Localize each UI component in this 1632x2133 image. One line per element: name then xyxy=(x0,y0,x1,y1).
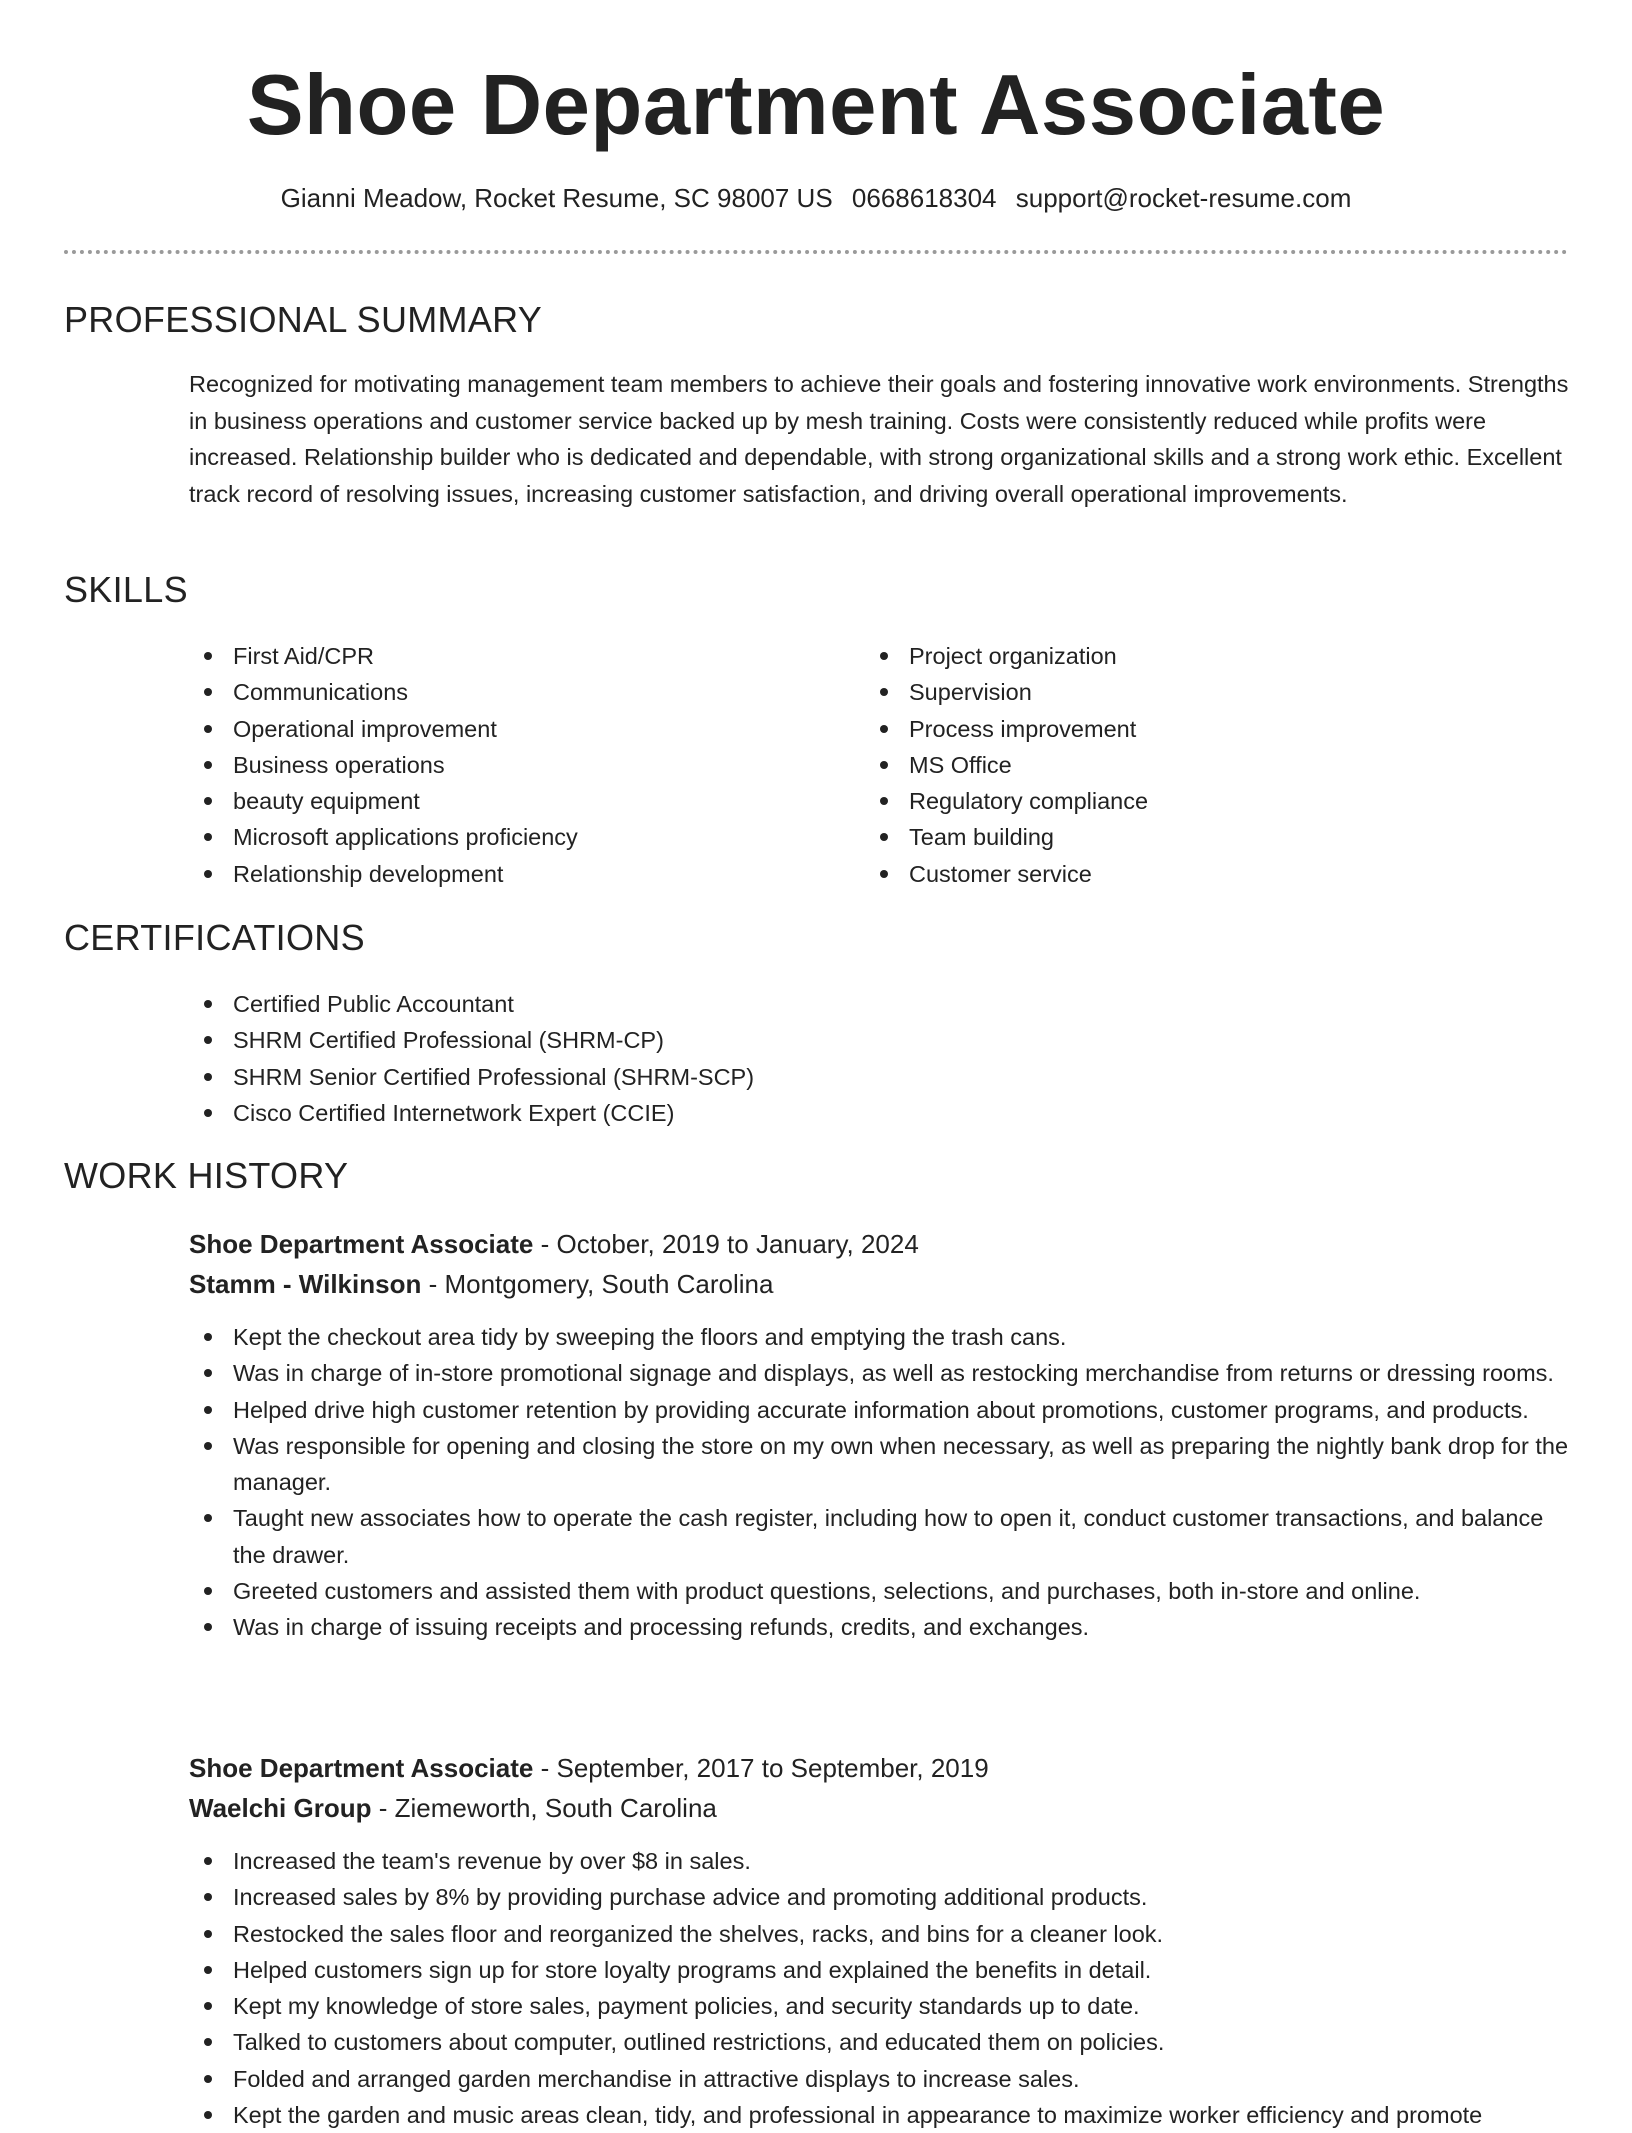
page-title: Shoe Department Associate xyxy=(246,58,1386,153)
skill-item: Operational improvement xyxy=(189,711,578,747)
certifications-list xyxy=(189,986,754,1131)
skill-item: Regulatory compliance xyxy=(865,783,1148,819)
contact-phone: 0668618304 xyxy=(851,183,997,213)
job-title-line xyxy=(189,1748,989,1788)
certification-item: Certified Public Accountant xyxy=(189,986,754,1022)
certification-item: Cisco Certified Internetwork Expert (CCIE) xyxy=(189,1095,754,1131)
job-location: - Ziemeworth, South Carolina xyxy=(371,1793,717,1823)
skill-item: MS Office xyxy=(865,747,1148,783)
job-company: Waelchi Group xyxy=(189,1793,372,1823)
job-bullet: Folded and arranged garden merchandise in attractive displays to increase sales. xyxy=(189,2061,1579,2097)
skill-item: Project organization xyxy=(865,638,1148,674)
job-bullet: Was in charge of issuing receipts and processing refunds, credits, and exchanges. xyxy=(189,1609,1579,1645)
skill-item: beauty equipment xyxy=(189,783,578,819)
job-dates: - October, 2019 to January, 2024 xyxy=(533,1229,919,1259)
skills-heading: SKILLS xyxy=(64,569,188,610)
job-title: Shoe Department Associate xyxy=(189,1229,534,1259)
job-bullet: Increased sales by 8% by providing purchase advice and promoting additional products. xyxy=(189,1879,1579,1915)
skill-item: First Aid/CPR xyxy=(189,638,578,674)
skills-list-right xyxy=(865,638,1148,892)
contact-address: Gianni Meadow, Rocket Resume, SC 98007 US xyxy=(280,183,833,213)
skill-item: Supervision xyxy=(865,674,1148,710)
contact-email: support@rocket-resume.com xyxy=(1015,183,1352,213)
job-company: Stamm - Wilkinson xyxy=(189,1269,422,1299)
skill-item: Relationship development xyxy=(189,856,578,892)
summary-text: Recognized for motivating management team members to achieve their goals and fostering innovative work environments. Strengths in business operations and customer service backed up by mesh training. Costs were consistently reduced while profits were increased. Relationship builder who is dedicated and dependable, with strong organizational skills and a strong work ethic. Excellent track record of resolving issues, increasing customer satisfaction, and driving overall operational improvements. xyxy=(189,371,1569,507)
job-bullet: Helped customers sign up for store loyalty programs and explained the benefits in detail. xyxy=(189,1952,1579,1988)
job-bullet: Kept my knowledge of store sales, payment policies, and security standards up to date. xyxy=(189,1988,1579,2024)
job-bullet: Greeted customers and assisted them with product questions, selections, and purchases, both in-store and online. xyxy=(189,1573,1579,1609)
work-history-heading: WORK HISTORY xyxy=(64,1155,349,1196)
job-bullet: Talked to customers about computer, outlined restrictions, and educated them on policies. xyxy=(189,2024,1579,2060)
skill-item: Microsoft applications proficiency xyxy=(189,819,578,855)
skills-list-left xyxy=(189,638,578,892)
certification-item: SHRM Certified Professional (SHRM-CP) xyxy=(189,1022,754,1058)
skill-item: Team building xyxy=(865,819,1148,855)
job-company-line xyxy=(189,1788,717,1828)
skill-item: Process improvement xyxy=(865,711,1148,747)
job-bullet: Increased the team's revenue by over $8 in sales. xyxy=(189,1843,1579,1879)
certifications-heading: CERTIFICATIONS xyxy=(64,917,365,958)
skill-item: Customer service xyxy=(865,856,1148,892)
job-title-line xyxy=(189,1224,919,1264)
job-bullets xyxy=(189,1319,1579,1646)
job-bullets xyxy=(189,1843,1579,2133)
job-dates: - September, 2017 to September, 2019 xyxy=(533,1753,989,1783)
job-bullet: Helped drive high customer retention by providing accurate information about promotions, customer programs, and products. xyxy=(189,1392,1579,1428)
contact-line xyxy=(0,180,1632,216)
summary-heading: PROFESSIONAL SUMMARY xyxy=(64,299,543,340)
certification-item: SHRM Senior Certified Professional (SHRM-SCP) xyxy=(189,1059,754,1095)
job-bullet: Restocked the sales floor and reorganized the shelves, racks, and bins for a cleaner look. xyxy=(189,1916,1579,1952)
job-bullet: Was in charge of in-store promotional signage and displays, as well as restocking merchandise from returns or dressing rooms. xyxy=(189,1355,1579,1391)
job-title: Shoe Department Associate xyxy=(189,1753,534,1783)
job-bullet: Was responsible for opening and closing the store on my own when necessary, as well as preparing the nightly bank drop for the manager. xyxy=(189,1428,1579,1501)
job-location: - Montgomery, South Carolina xyxy=(421,1269,774,1299)
job-bullet: Taught new associates how to operate the cash register, including how to open it, conduct customer transactions, and balance the drawer. xyxy=(189,1500,1579,1573)
job-company-line xyxy=(189,1264,773,1304)
job-bullet: Kept the checkout area tidy by sweeping the floors and emptying the trash cans. xyxy=(189,1319,1579,1355)
header-divider xyxy=(64,250,1568,254)
skill-item: Communications xyxy=(189,674,578,710)
job-bullet: Kept the garden and music areas clean, tidy, and professional in appearance to maximize worker efficiency and promote xyxy=(189,2097,1579,2133)
skill-item: Business operations xyxy=(189,747,578,783)
